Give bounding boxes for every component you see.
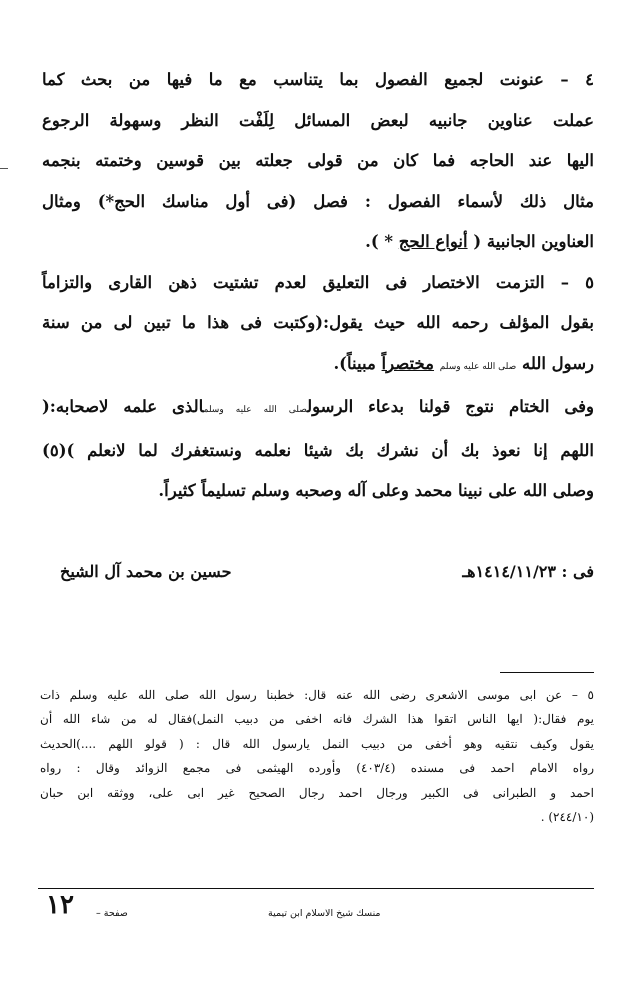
- body-line-8-start: رسول الله: [522, 353, 594, 373]
- footnote: [40, 683, 594, 829]
- body-line-1: ٤ – عنونت لجميع الفصول بما يتناسب مع ما فيها من بحث كما: [42, 70, 594, 89]
- body-line-8-end: مبيناً).: [333, 353, 382, 373]
- body-line-9-start: وفى الختام نتوج قولنا بدعاء الرسول: [307, 397, 594, 416]
- main-text: [42, 60, 594, 512]
- body-line-5-end: * ).: [365, 232, 399, 251]
- date: فى : ١٤١٤/١١/٢٣هـ: [462, 562, 594, 581]
- body-line-5-start: العناوين الجانبية (: [473, 232, 594, 251]
- body-line-11: وصلى الله على نبينا محمد وعلى آله وصحبه وسلم تسليماً كثيراً.: [158, 481, 594, 500]
- body-line-7: بقول المؤلف رحمه الله حيث يقول:(وكتبت فى هذا ما تبين لى من سنة: [42, 313, 594, 332]
- book-title: منسك شيخ الاسلام ابن تيمية: [268, 908, 381, 919]
- footnote-line-3: يقول وكيف نتقيه وهو أخفى من دبيب النمل يارسول الله قال : ( قولو اللهم ....)الحديث: [40, 736, 594, 751]
- footnote-line-5: احمد و الطبرانى فى الكبير ورجال احمد رجال الصحيح غير ابى على، ووثقه ابن حبان: [40, 785, 594, 800]
- salla-honorific: صلى الله عليه وسلم: [439, 361, 517, 372]
- footnote-line-1: ٥ – عن ابى موسى الاشعرى رضى الله عنه قال: خطبنا رسول الله صلى الله عليه وسلم ذات: [40, 688, 594, 702]
- signature-row: [60, 562, 594, 598]
- body-line-4: مثال ذلك لأسماء الفصول : فصل (فى أول مناسك الحج*) ومثال: [42, 191, 594, 211]
- footer-rule: [38, 888, 594, 889]
- footnote-line-2: يوم فقال:( ايها الناس اتقوا هذا الشرك فانه اخفى من دبيب النمل)فقال له من شاء الله أن: [40, 712, 594, 727]
- body-line-6: ٥ – التزمت الاختصار فى التعليق لعدم تشتيت ذهن القارى والتزاماً: [42, 272, 594, 292]
- body-line-5: [42, 222, 594, 263]
- body-line-9-end: الذى علمه لاصحابه:(: [42, 397, 204, 416]
- footnote-line-6: (٢٤٤/١٠) .: [540, 810, 594, 825]
- page-label: صفحة –: [96, 908, 128, 919]
- body-line-8: [42, 344, 594, 388]
- footnote-separator: [500, 672, 594, 673]
- body-line-2: عملت عناوين جانبيه لبعض المسائل لِلَفْت النظر وسهولة الرجوع: [42, 110, 594, 130]
- underlined-word: مختصراً: [381, 353, 435, 373]
- body-line-3: اليها عند الحاجه فما كان من قولى جعلته بين قوسين وختمته بنجمه: [42, 151, 594, 170]
- body-line-9: [42, 387, 594, 431]
- salla-honorific-2: صلى الله عليه وسلم: [203, 405, 308, 415]
- margin-mark: [0, 168, 8, 169]
- footnote-line-4: رواه الامام احمد فى مسنده (٤٠٣/٤) وأورده الهيثمى فى مجمع الزوائد وقال : رواه: [40, 761, 594, 776]
- page-number: ١٢: [46, 890, 74, 920]
- body-line-10: اللهم إنا نعوذ بك أن نشرك بك شيئا نعلمه ونستغفرك لما لانعلم )(٥): [42, 440, 594, 460]
- author-name: حسين بن محمد آل الشيخ: [60, 562, 232, 581]
- page-footer: [38, 890, 594, 926]
- side-heading-example: أنواع الحج: [398, 232, 468, 251]
